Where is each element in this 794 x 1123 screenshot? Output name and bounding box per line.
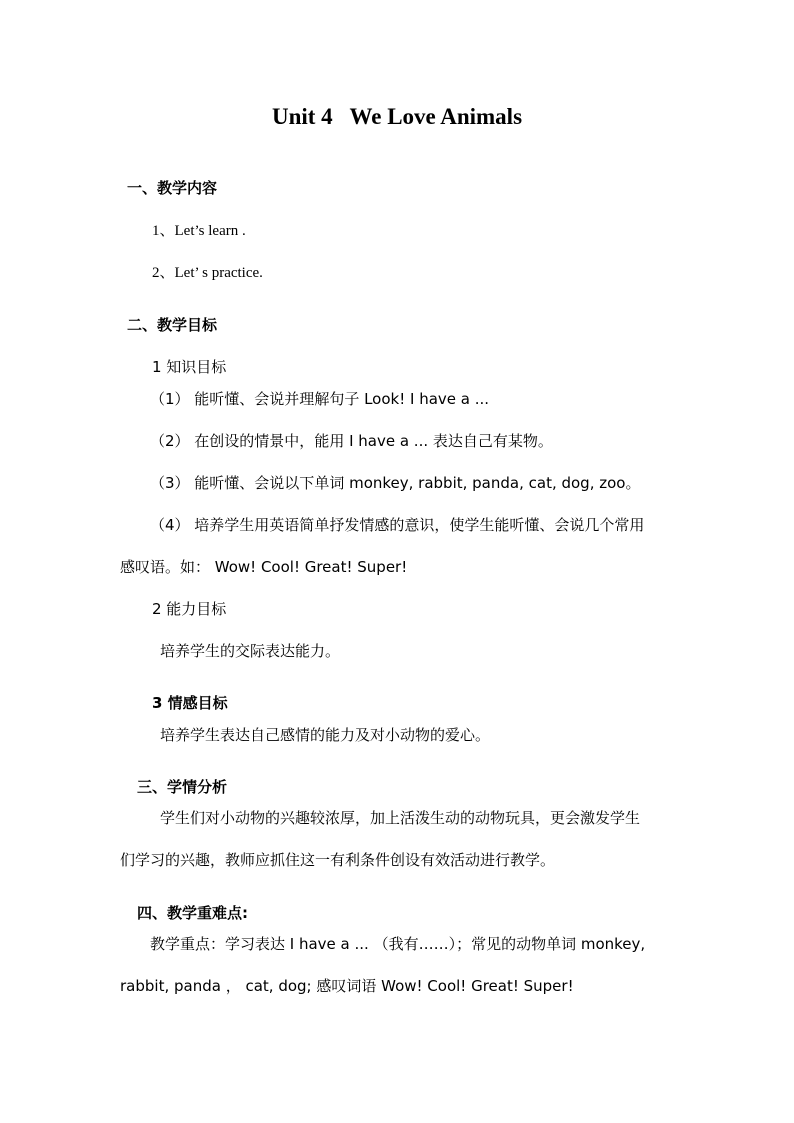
analysis-line-2: 们学习的兴趣，教师应抓住这一有利条件创设有效活动进行教学。 (120, 851, 556, 869)
section-heading-keypoints: 四、教学重难点: (137, 904, 248, 922)
knowledge-goal-item-3: （3） 能听懂、会说以下单词 monkey, rabbit, panda, cat, dog, zoo。 (150, 474, 641, 492)
knowledge-goal-heading: 1 知识目标 (152, 358, 227, 376)
knowledge-goal-item-1: （1） 能听懂、会说并理解句子 Look! I have a ... (150, 390, 490, 408)
content-item-1: 1、Let’s learn . (152, 223, 246, 239)
emotion-goal-text: 培养学生表达自己感情的能力及对小动物的爱心。 (160, 726, 491, 744)
section-heading-analysis: 三、学情分析 (137, 778, 228, 796)
knowledge-goal-item-2: （2） 在创设的情景中，能用 I have a ... 表达自己有某物。 (150, 432, 553, 450)
section-heading-goals: 二、教学目标 (127, 316, 218, 334)
document-title: Unit 4 We Love Animals (271, 104, 523, 129)
knowledge-goal-item-4: （4） 培养学生用英语简单抒发情感的意识，使学生能听懂、会说几个常用 (150, 516, 645, 534)
keypoints-line-1: 教学重点：学习表达 I have a ... （我有……）；常见的动物单词 monkey, (150, 935, 646, 953)
keypoints-line-2: rabbit, panda ， cat, dog; 感叹词语 Wow! Cool! Great! Super! (120, 977, 574, 995)
ability-goal-text: 培养学生的交际表达能力。 (160, 642, 341, 660)
knowledge-goal-item-4-continued: 感叹语。如： Wow! Cool! Great! Super! (120, 558, 408, 576)
ability-goal-heading: 2 能力目标 (152, 600, 227, 618)
section-heading-content: 一、教学内容 (127, 179, 218, 197)
content-item-2: 2、Let’ s practice. (152, 265, 263, 281)
emotion-goal-heading: 3 情感目标 (152, 694, 228, 712)
analysis-line-1: 学生们对小动物的兴趣较浓厚，加上活泼生动的动物玩具，更会激发学生 (160, 809, 641, 827)
